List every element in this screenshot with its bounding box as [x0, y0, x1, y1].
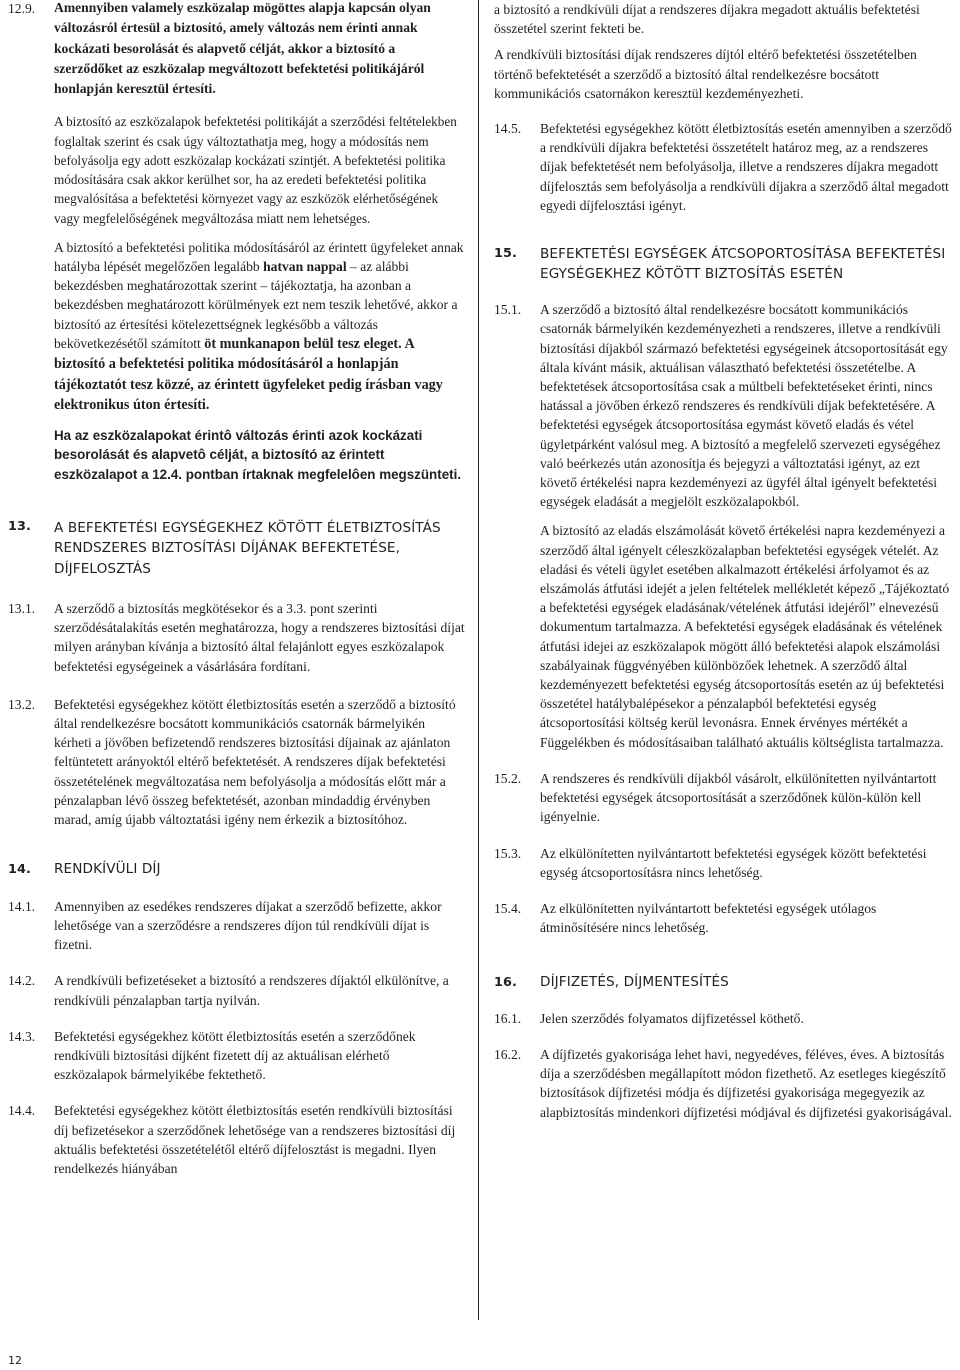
paragraph: A biztosító az eszközalapok befektetési politikáját a szerződési feltételekben foglaltak szerint és csak úgy változtathatja meg, hogy a módosítás nem befolyásolja egy adott eszközalap kockázati szintjét. A befektetési politika módosítására csak akkor kerülhet sor, ha az eredeti befektetési politika megvalósítása a befektetési környezet vagy az eszközök elérhetőségének vagy megfelelőségének megváltozása miatt nem lehetséges. — [54, 114, 457, 226]
section-15-2: 15.2. A rendszeres és rendkívüli díjakból vásárolt, elkülönítetten nyilvántartott befektetési egységek átcsoportosítását a szerződőnek külön-külön kell igényelnie. — [494, 770, 937, 825]
section-16-1: 16.1. Jelen szerződés folyamatos díjfizetéssel köthető. — [494, 1010, 804, 1026]
section-number: 12.9. — [8, 1, 36, 16]
paragraph: A biztosító a befektetési politika módosításáról az érintett ügyfeleket annak hatályba lépését megelőzően legalább hatvan nappal – az alábbi bekezdésben meghatározottak szerint – tájékoztatja, ha azonban a bekezdésben meghatározott körülmények ezt nem teszik lehetővé, akkor a biztosító az értesítési kötelezettségnek legkésőbb a változás bekövetkezésétől számított öt munkanapon belül tesz eleget. A biztosító a befektetési politika módosításáról a honlapján tájékoztatót tesz közzé, az érintett ügyfeleket pedig írásban vagy elektronikus úton értesíti. — [54, 239, 464, 414]
section-13-1: 13.1. A szerződő a biztosítás megkötésekor és a 3.3. pont szerinti szerződésátalakítás esetén meghatározza, hogy a rendszeres biztosítási díjat milyen arányban kívánja a biztosító által felajánlott egyes eszközalapok befektetési egységeinek a vásárlására fordítani. — [8, 601, 465, 674]
paragraph: Ha az eszközalapokat érintô változás érinti azok kockázati besorolását és alapvetô célját, a biztosító az érintett eszközalapot a 12.4. pontban írtaknak megfelelôen megszünteti. — [54, 427, 462, 482]
section-title: BEFEKTETÉSI EGYSÉGEK ÁTCSOPORTOSÍTÁSA BEFEKTETÉSI EGYSÉGEKHEZ KÖTÖTT BIZTOSÍTÁS ESETÉN — [540, 246, 946, 282]
right-column — [494, 0, 952, 1122]
column-divider — [478, 0, 479, 1320]
paragraph: A rendkívüli biztosítási díjak rendszeres díjtól eltérő befektetési összetételben történő befektetését a szerződő a biztosító által rendelkezésre bocsátott kommunikációs csatornákon keresztül kezdeményezheti. — [494, 47, 917, 101]
section-lead-paragraph: Amennyiben valamely eszközalap mögöttes alapja kapcsán olyan változásról értesül a biztosító, amely változás nem érinti annak kockázati besorolását és alapvető célját, akkor a biztosító a szerződőket az eszközalap megváltozott befektetési politikájáról honlapján keresztül értesíti. — [54, 0, 431, 97]
paragraph: a biztosító a rendkívüli díjat a rendszeres díjakra megadott aktuális befektetési összetétel szerint fekteti be. — [494, 2, 920, 37]
section-13-2: 13.2. Befektetési egységekhez kötött életbiztosítás esetén a szerződő a biztosító által rendelkezésre bocsátott kommunikációs csatornák bármelyikén kérheti a jövőben befizetendő rendszeres biztosítási díjainak az ajánlaton feltüntetett arányoktól eltérő befektetését. A rendszeres díjak befektetési összetételének megváltozatása nem befolyásolja a módosítás előtt már a pénzalapban lévő összeg befektetését, azonban mindaddig érvényben marad, amíg újabb változtatási igény nem érkezik a biztosítóhoz. — [8, 696, 456, 828]
paragraph: A biztosító az eladás elszámolását követő értékelési napra kezdeményezi a szerződő által igényelt céleszközalapban befektetési egységek vételét. Az eladási és vételi ügylet esetében alkalmazott értékelési árfolyamot és az elszámolás átfutási idejét a jelen feltételek mellékletét képező „Tájékoztató a befektetési egységek eladásának/vételének átfutási idejéről” elnevezésű dokumentum tartalmazza. A befektetési egységek eladásának és vételének átfutási idejei az eszközalapok mögött álló befektetési alapok elszámolási szabályainak függvényében különbözőek lehetnek. A szerződő által kezdeményezett befektetési egység átcsoportosítás esetén az új befektetési összetétel hatálybalépésekor a pénzalapból befektetési egység átcsoportosítási költség kerül levonásra. Ennek érvényes mértékét a Függelékben és módosításaiban található aktuális költséglista tartalmazza. — [540, 523, 950, 750]
section-15-1: 15.1. A szerződő a biztosító által rendelkezésre bocsátott kommunikációs csatornák bármelyikén kezdeményezheti a rendszeres, illetve a rendkívüli biztosítási díjakból származó befektetési egységeinek átcsoportosítását egy általa kívánt másik, aktuálisan választható befektetési összetételbe. A befektetések átcsoportosítása csak a múltbeli befektetéseket érinti, nincs hatással a jövőben érkező rendszeres és rendkívüli díjak befektetésére. A befektetési egységek átcsoportosítása egymást követő eladás és vétel ügyletpárként valósul meg. A biztosító a megfelelő szervezeti egységéhez való beérkezés után azonosítja és bejegyzi a változtatási igényt, az ezt követő értékelési napra kezdeményezi az ügyfél által igényelt befektetési egységek eladását a megjelölt eszközalapokból. A biztosító az eladás elszámolását követő értékelési napra kezdeményezi a szerződő által igényelt céleszközalapban befektetési egységek vételét. Az eladási és vételi ügylet esetében alkalmazott értékelési árfolyamot és az elszámolás átfutási idejét a jelen feltételek mellékletét képező „Tájékoztató a befektetési egységek eladásának/vételének átfutási idejéről” elnevezésű dokumentum tartalmazza. A befektetési egységek eladásának és vételének átfutási idejei az eszközalapok mögött álló befektetési alapok elszámolási szabályainak függvényében különbözőek lehetnek. A szerződő által kezdeményezett befektetési egység átcsoportosítás esetén az új befektetési összetétel hatálybalépésekor a pénzalapból befektetési egység átcsoportosítási költség kerül levonásra. Ennek érvényes mértékét a Függelékben és módosításaiban található aktuális költséglista tartalmazza. — [494, 300, 952, 752]
section-title: RENDKÍVÜLI DÍJ — [54, 861, 161, 878]
heading-15: 15. BEFEKTETÉSI EGYSÉGEK ÁTCSOPORTOSÍTÁSA BEFEKTETÉSI EGYSÉGEKHEZ KÖTÖTT BIZTOSÍTÁS ESETÉN — [494, 245, 952, 284]
section-14-2: 14.2. A rendkívüli befizetéseket a biztosító a rendszeres díjaktól elkülönítve, a rendkívüli pénzalapban tartja nyilván. — [8, 973, 449, 1008]
section-16-2: 16.2. A díjfizetés gyakorisága lehet havi, negyedéves, féléves, éves. A biztosítás díja a szerződésben megállapított módon fizethető. Az esetleges kiegészítő biztosítások díjfizetési módja és díjfizetési gyakorisága megegyezik az alapbiztosítás mindenkori díjfizetési módjával és díjfizetési gyakoriságával. — [494, 1047, 952, 1120]
paragraph: A szerződő a biztosító által rendelkezésre bocsátott kommunikációs csatornák bármelyikén kezdeményezheti a rendszeres, illetve a rendkívüli biztosítási díjakból származó befektetési egységeinek átcsoportosítását egy általa kívánt másik, aktuálisan választható befektetési összetételbe. A befektetések átcsoportosítása csak a múltbeli befektetéseket érinti, nincs hatással a jövőben érkező rendszeres és rendkívüli díjak befektetésére. A befektetési egységek átcsoportosítása egymást követő eladás és vétel ügyletpárként valósul meg. A biztosító a megfelelő szervezeti egységéhez való beérkezés után azonosítja és bejegyzi a változtatási igényt, az ezt követő értékelési napra kezdeményezi az ügyfél által igényelt befektetési egységek eladását a megjelölt eszközalapokból. — [540, 302, 948, 510]
heading-16: 16. DÍJFIZETÉS, DÍJMENTESÍTÉS — [494, 974, 952, 992]
heading-14: 14. RENDKÍVÜLI DÍJ — [8, 861, 466, 879]
section-15-3: 15.3. Az elkülönítetten nyilvántartott befektetési egységek között befektetési egység átcsoportosításra nincs lehetőség. — [494, 845, 927, 880]
section-14-4-continued — [494, 0, 952, 103]
page-number: 12 — [8, 1354, 22, 1367]
left-column — [8, 0, 466, 1178]
section-14-3: 14.3. Befektetési egységekhez kötött életbiztosítás esetén a szerződőnek rendkívüli biztosítási díjként fizetett díj az aktuálisan elérhető eszközalapok bármelyikébe fektethető. — [8, 1028, 416, 1083]
section-14-4: 14.4. Befektetési egységekhez kötött életbiztosítás esetén rendkívüli biztosítási díj befizetésekor a szerződőnek lehetősége van a rendszeres biztosítási díj aktuális befektetési összetételétől eltérő díjfelosztást is megadni. Ilyen rendelkezés hiányában — [8, 1103, 456, 1176]
section-12-9 — [8, 0, 466, 485]
section-title: A BEFEKTETÉSI EGYSÉGEKHEZ KÖTÖTT ÉLETBIZTOSÍTÁS RENDSZERES BIZTOSÍTÁSI DÍJÁNAK BEFEKTETÉSE, DÍJFELOSZTÁS — [54, 519, 441, 577]
section-15-4: 15.4. Az elkülönítetten nyilvántartott befektetési egységek utólagos átminősítésére nincs lehetőség. — [494, 900, 877, 936]
section-14-5: 14.5. Befektetési egységekhez kötött életbiztosítás esetén amennyiben a szerződő a rendkívüli díjakra befektetési összetételt határoz meg, az a rendszeres díjak befektetését nem befolyásolja, illetve a rendszeres díjakra megadott díjfelosztás sem befolyásolja a rendkívüli díjakra a szerződő által megadott egyedi díjfelosztási igényt. — [494, 121, 952, 213]
section-title: DÍJFIZETÉS, DÍJMENTESÍTÉS — [540, 974, 729, 991]
section-body — [54, 0, 466, 485]
section-14-1: 14.1. Amennyiben az esedékes rendszeres díjakat a szerződő befizette, akkor lehetősége van a szerződésre a rendszeres díjon túl rendkívüli díjat is fizetni. — [8, 898, 442, 953]
heading-13: 13. A BEFEKTETÉSI EGYSÉGEKHEZ KÖTÖTT ÉLETBIZTOSÍTÁS RENDSZERES BIZTOSÍTÁSI DÍJÁNAK BEFEKTETÉSE, DÍJFELOSZTÁS — [8, 518, 466, 580]
